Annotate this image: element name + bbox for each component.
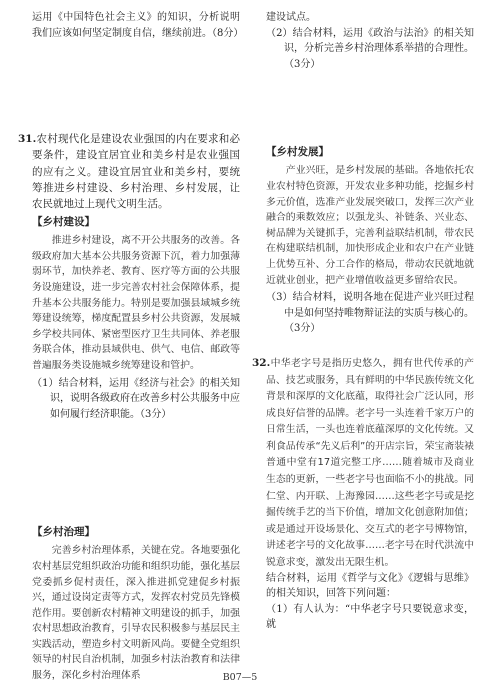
question-31-text: 农村现代化是建设农业强国的内在要求和必要条件，建设宜居宜业和美乡村是农业强国的应有之义。建设宜居宜业和美乡村，要统筹推进乡村建设、乡村治理、乡村发展，让农民就地过上现代文明生活。	[32, 133, 240, 210]
question-32-text: 中华老字号是指历史悠久，拥有世代传承的产品、技艺或服务，具有鲜明的中华民族传统文化背景和深厚的文化底蕴，取得社会广泛认同，形成良好信誉的品牌。老字号一头连着千家万户的日常生活，一头也连着底蕴深厚的文化传统。又利食品传承“先义后利”的开店宗旨，荣宝斋装裱普通中堂有17道完整工序……随着城市及商业生态的更新，一些老字号也面临不小的挑战。同仁堂、内开联、上海豫园……这些老字号或是挖掘传统手艺的当下价值，增加文化创意附加值；或是通过开设场景化、交互式的老字号博物馆，讲述老字号的文化故事……老字号在时代洪流中锐意求变，激发出无限生机。	[266, 357, 474, 569]
question-31-number: 31.	[18, 133, 37, 146]
question-32-1: （1）有人认为：“中华老字号只要锐意求变，就	[266, 603, 474, 631]
section-rural-construction	[18, 214, 240, 422]
question-30-tail: 运用《中国特色社会主义》的知识，分析说明我们应该如何坚定制度自信，继续前进。（8分）	[32, 12, 244, 39]
answer-space	[252, 337, 474, 355]
question-31-3: （3）结合材料，说明各地在促进产业兴旺过程中是如何坚持唯物辩证法的实质与核心的。（3分）	[266, 292, 474, 335]
section-rural-development	[252, 144, 474, 337]
section-text-development: 产业兴旺，是乡村发展的基础。各地依托农业农村特色资源，开发农业多种功能，挖掘乡村多元价值，选准产业发展突破口，发挥三次产业融合的乘数效应；以强龙头、补链条、兴业态、树品牌为关键抓手，完善利益联结机制，带农民在构建联结机制，加快形成企业和农户在产业链上优势互补、分工合作的格局，带动农民就地就近就业创业，把产业增值收益更多留给农民。	[266, 165, 474, 286]
question-32	[252, 355, 474, 571]
section-title-construction: 【乡村建设】	[32, 216, 95, 229]
answer-space	[18, 41, 240, 131]
section-title-development: 【乡村发展】	[266, 146, 329, 159]
page-footer: B07—5	[222, 672, 258, 683]
question-31-intro	[18, 131, 240, 212]
answer-space	[252, 72, 474, 142]
question-32-ask: 结合材料，运用《哲学与文化》《逻辑与思维》的相关知识，回答下列问题：	[266, 572, 474, 600]
question-31-2: （2）结合材料，运用《政治与法治》的相关知识，分析完善乡村治理体系举措的合理性。（3分）	[266, 27, 474, 70]
right-column	[252, 0, 474, 633]
governance-continuation: 建设试点。	[266, 12, 316, 23]
answer-space	[18, 422, 240, 522]
section-text-governance: 完善乡村治理体系，关键在党。各地要强化农村基层党组织政治功能和组织功能，强化基层党委抓乡促村责任，深入推进抓党建促乡村振兴，通过设岗定责等方式，发挥农村党员先锋模范作用。要创新农村精神文明建设的抓手，加强农村思想政治教育，引导农民积极参与基层民主实践活动，塑造乡村文明新风尚。要健全党组织领导的村民自治机制，加强乡村法治教育和法律服务，深化乡村治理体系	[32, 545, 240, 682]
left-column	[18, 0, 244, 684]
question-32-number: 32.	[252, 356, 271, 369]
section-title-governance: 【乡村治理】	[32, 526, 95, 539]
section-rural-governance	[18, 524, 240, 683]
question-31-1: （1）结合材料，运用《经济与社会》的相关知识，说明各级政府在改善乡村公共服务中应如何履行经济职能。（3分）	[32, 377, 240, 420]
section-text-construction: 推进乡村建设，离不开公共服务的改善。各级政府加大基本公共服务资源下沉，着力加强薄弱环节，加快养老、教育、医疗等方面的公共服务设施建设，进一步完善农村社会保障体系，提升基本公共服务能力。特别是要加强县域城乡统筹建设统筹，梯度配置县乡村公共资源，发展城乡学校共同体、紧密型医疗卫生共同体、养老服务联合体，推动县域供电、供气、电信、邮政等普遍服务类设施城乡统筹建设和管护。	[32, 235, 240, 371]
